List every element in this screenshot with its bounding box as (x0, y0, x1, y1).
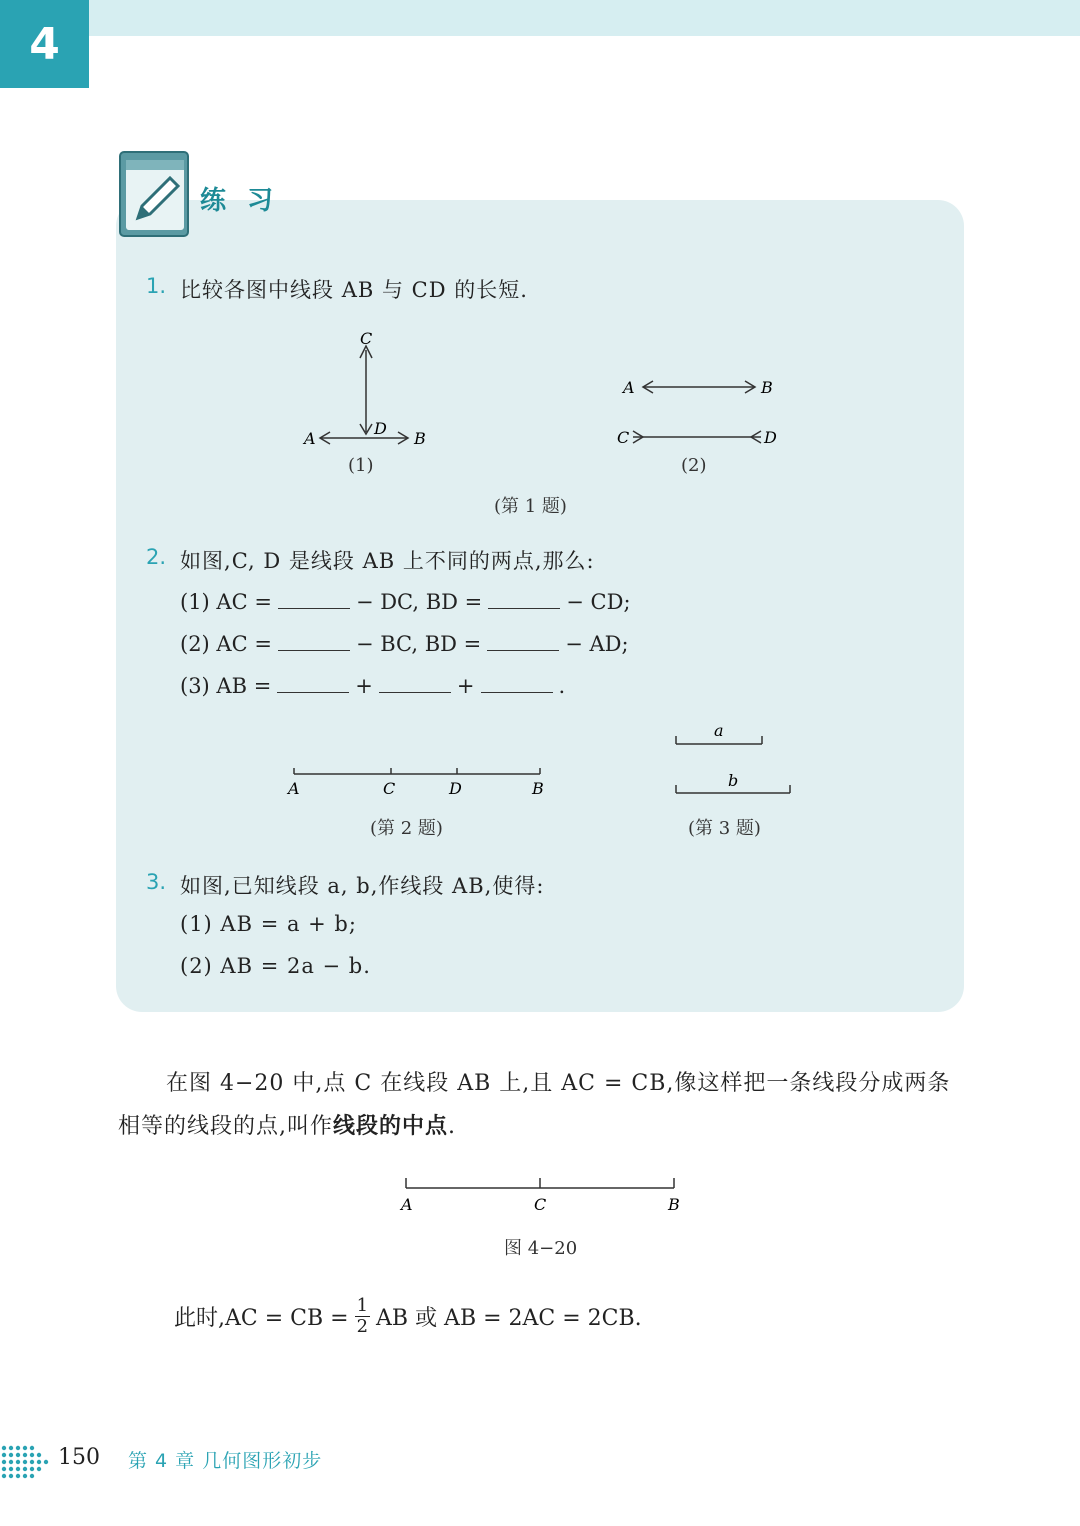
label-C: C (383, 779, 396, 798)
question-1-number: 1. (146, 274, 167, 298)
formula-prefix: 此时,AC = CB = (174, 1306, 349, 1331)
q2-line-3-prefix: (3) AB = (180, 674, 272, 698)
label-C: C (534, 1195, 547, 1214)
question-2-text: 如图,C, D 是线段 AB 上不同的两点,那么: (180, 549, 595, 573)
answer-blank[interactable] (379, 672, 451, 693)
label-A: A (304, 429, 316, 448)
q1-fig1-label: (1) (348, 455, 374, 476)
fraction-numerator: 1 (356, 1295, 369, 1316)
q2-line-2-mid: − BC, BD = (355, 632, 482, 656)
paragraph-text: 在图 4−20 中,点 C 在线段 AB 上,且 AC = CB,像这样把一条线段分成两条相等的线段的点,叫作 (118, 1071, 951, 1139)
dot-grid-icon (0, 1440, 52, 1480)
fraction-denominator: 2 (356, 1316, 369, 1337)
q2-figure (282, 760, 552, 802)
q3-line-1: (1) AB = a + b; (180, 912, 357, 936)
answer-blank[interactable] (277, 672, 349, 693)
answer-blank[interactable] (278, 630, 350, 651)
label-B: B (761, 378, 773, 397)
question-1 (146, 274, 528, 304)
q2-line-1-mid: − DC, BD = (355, 590, 483, 614)
q2-line-3 (180, 672, 565, 698)
label-B: B (668, 1195, 680, 1214)
q1-fig2-label: (2) (681, 455, 707, 476)
label-B: B (532, 779, 544, 798)
top-band (89, 0, 1080, 36)
pencil-notebook-icon (118, 150, 192, 238)
q2-line-1-prefix: (1) AC = (180, 590, 272, 614)
q2-line-3-plus-2: + (456, 674, 475, 698)
figure-4-20 (396, 1172, 688, 1218)
q3-line-2: (2) AB = 2a − b. (180, 954, 371, 978)
label-B: B (414, 429, 426, 448)
term-midpoint: 线段的中点 (333, 1113, 449, 1139)
q2-line-2-end: − AD; (565, 632, 629, 656)
label-A: A (288, 779, 300, 798)
q2-line-2 (180, 630, 629, 656)
answer-blank[interactable] (487, 630, 559, 651)
answer-blank[interactable] (481, 672, 553, 693)
question-3 (146, 870, 544, 900)
q3-caption: (第 3 题) (688, 818, 761, 839)
chapter-number: 4 (29, 18, 60, 70)
label-C: C (617, 428, 630, 447)
page-number: 150 (58, 1445, 100, 1470)
label-a: a (714, 721, 724, 740)
paragraph-end: . (448, 1114, 457, 1139)
q1-figure-2 (615, 370, 790, 450)
midpoint-formula (174, 1296, 642, 1337)
question-1-text: 比较各图中线段 AB 与 CD 的长短. (180, 278, 528, 302)
question-3-text: 如图,已知线段 a, b,作线段 AB,使得: (180, 874, 545, 898)
label-C: C (360, 329, 373, 348)
fraction-one-half (355, 1296, 370, 1337)
question-2-number: 2. (146, 545, 167, 569)
question-3-number: 3. (146, 870, 167, 894)
q2-line-1-end: − CD; (566, 590, 631, 614)
q2-line-1 (180, 588, 631, 614)
label-D: D (374, 419, 387, 438)
question-2 (146, 545, 595, 575)
label-A: A (623, 378, 635, 397)
formula-suffix: AB 或 AB = 2AC = 2CB. (376, 1306, 642, 1331)
label-A: A (401, 1195, 413, 1214)
figure-caption: 图 4−20 (504, 1238, 578, 1259)
answer-blank[interactable] (278, 588, 350, 609)
answer-blank[interactable] (488, 588, 560, 609)
chapter-label: 第 4 章 几何图形初步 (128, 1450, 323, 1472)
q2-line-2-prefix: (2) AC = (180, 632, 272, 656)
q2-line-3-end: . (558, 674, 566, 698)
label-D: D (449, 779, 462, 798)
label-D: D (764, 428, 777, 447)
q2-line-3-plus-1: + (355, 674, 373, 698)
q2-caption: (第 2 题) (370, 818, 443, 839)
practice-title: 练 习 (200, 186, 280, 216)
q3-figure (668, 718, 798, 800)
q1-caption: (第 1 题) (494, 496, 567, 517)
chapter-tab (0, 0, 89, 88)
label-b: b (728, 771, 739, 790)
midpoint-paragraph (118, 1062, 968, 1148)
